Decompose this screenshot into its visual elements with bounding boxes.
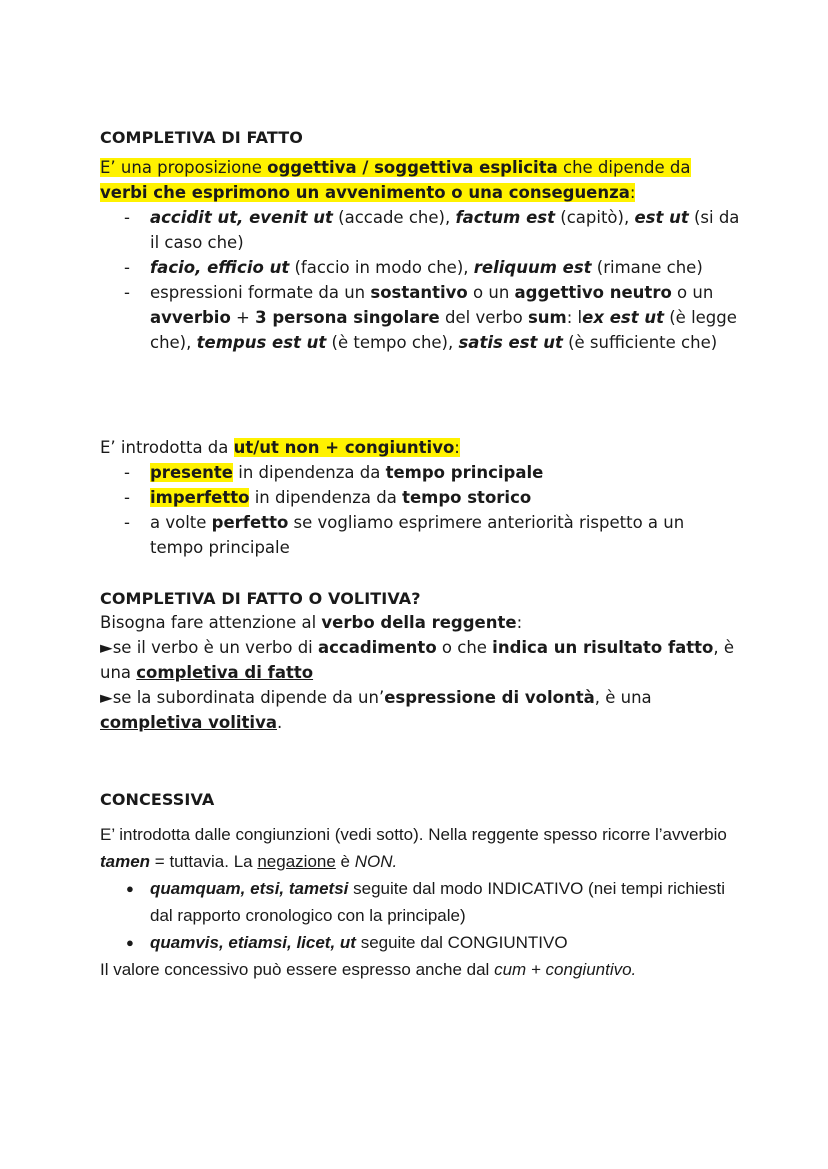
- list-item: - accidit ut, evenit ut (accade che), factum est (capitò), est ut (si da il caso che): [124, 208, 740, 252]
- section-title: COMPLETIVA DI FATTO: [100, 128, 303, 147]
- paragraph: ►se il verbo è un verbo di accadimento o che indica un risultato fatto, è una completiva di fatto: [100, 638, 735, 682]
- section-title: CONCESSIVA: [100, 790, 215, 809]
- list-item: - facio, efficio ut (faccio in modo che), reliquum est (rimane che): [124, 258, 703, 277]
- highlighted-text: ut/ut non + congiuntivo:: [233, 438, 460, 457]
- verbs-list: [100, 205, 740, 355]
- arrow-icon: ►: [100, 688, 113, 707]
- tenses-list: [100, 460, 740, 560]
- list-item: ● quamquam, etsi, tametsi seguite dal modo INDICATIVO (nei tempi richiesti dal rapporto cronologico con la principale): [126, 879, 726, 925]
- list-item: ● quamvis, etiamsi, licet, ut seguite dal CONGIUNTIVO: [126, 933, 568, 952]
- intro-paragraph: E’ introdotta da ut/ut non + congiuntivo:: [100, 438, 460, 457]
- list-item: - espressioni formate da un sostantivo o un aggettivo neutro o un avverbio + 3 persona singolare del verbo sum: lex est ut (è legge che), tempus est ut (è tempo che), satis est ut (è sufficiente che): [124, 283, 737, 352]
- section-completiva-di-fatto: [100, 128, 740, 355]
- arrow-icon: ►: [100, 638, 113, 657]
- paragraph: Il valore concessivo può essere espresso anche dal cum + congiuntivo.: [100, 960, 637, 979]
- paragraph: ►se la subordinata dipende da un’espressione di volontà, è una completiva volitiva.: [100, 688, 652, 732]
- section-fatto-o-volitiva: [100, 589, 740, 735]
- list-item: - imperfetto in dipendenza da tempo storico: [124, 488, 532, 507]
- conjunctions-list: [100, 875, 740, 956]
- section-concessiva: [100, 790, 740, 809]
- paragraph: E’ introdotta dalle congiunzioni (vedi sotto). Nella reggente spesso ricorre l’avverbio tamen = tuttavia. La negazione è NON.: [100, 825, 727, 871]
- intro-paragraph: [100, 155, 740, 205]
- section-concessiva-body: [100, 821, 740, 983]
- highlighted-text: E’ una proposizione oggettiva / soggettiva esplicita che dipende da verbi che esprimono un avvenimento o una conseguenza:: [100, 158, 691, 202]
- section-title: COMPLETIVA DI FATTO O VOLITIVA?: [100, 589, 421, 608]
- list-item: - presente in dipendenza da tempo principale: [124, 463, 544, 482]
- paragraph: Bisogna fare attenzione al verbo della reggente:: [100, 613, 523, 632]
- section-introdotta: [100, 435, 740, 560]
- list-item: - a volte perfetto se vogliamo esprimere anteriorità rispetto a un tempo principale: [124, 513, 685, 557]
